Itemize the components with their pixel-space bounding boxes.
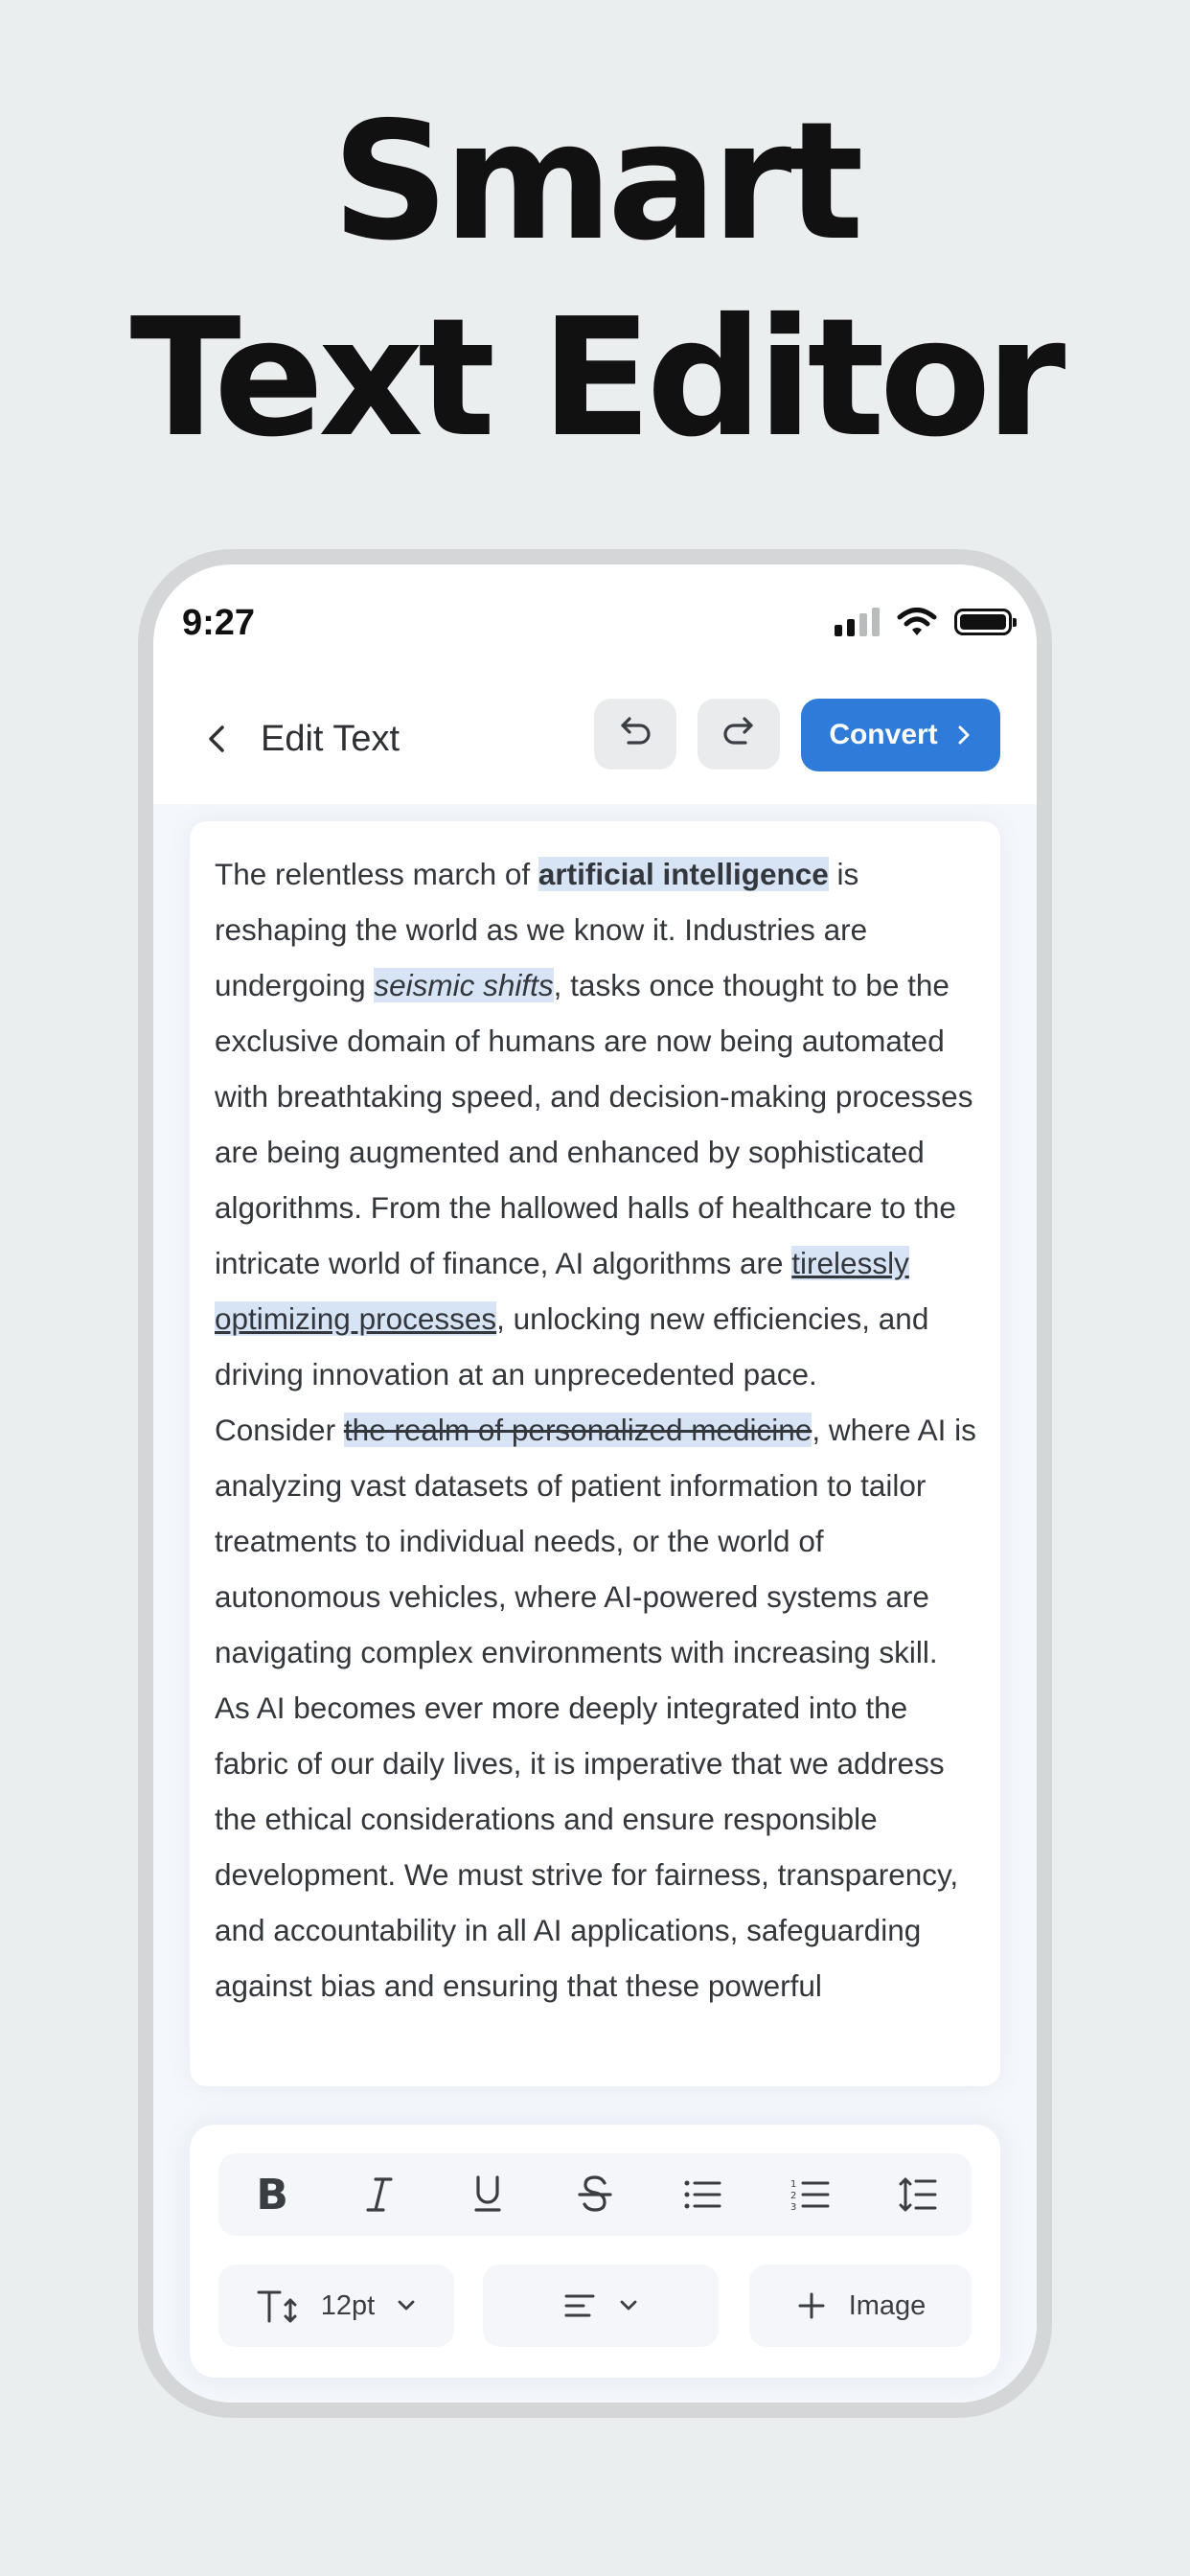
plus-icon xyxy=(795,2289,828,2322)
text-run: , tasks once thought to be the exclusive domain of humans are now being automated with breathtaking speed, and decision-making processes are being augmented and enhanced by sophisticated algorithms. From the hallowed halls of healthcare to the intricate world of finance, AI algorithms are xyxy=(215,968,973,1280)
convert-button[interactable] xyxy=(801,699,1000,771)
text-run: Consider xyxy=(215,1413,344,1447)
back-button[interactable] xyxy=(197,718,240,760)
text-run: The relentless march of xyxy=(215,857,538,891)
convert-button-label: Convert xyxy=(829,719,938,750)
insert-image-button[interactable] xyxy=(749,2265,972,2347)
cellular-signal-icon xyxy=(835,608,880,636)
italic-icon xyxy=(360,2174,399,2216)
bold-highlight[interactable]: artificial intelligence xyxy=(538,857,829,891)
strikethrough-icon xyxy=(576,2174,614,2216)
screen-title: Edit Text xyxy=(261,719,400,759)
redo-icon xyxy=(719,714,759,754)
underline-button[interactable] xyxy=(453,2160,522,2229)
align-left-icon xyxy=(562,2290,597,2321)
battery-icon xyxy=(954,609,1012,635)
status-icons xyxy=(835,607,1012,637)
chevron-right-icon xyxy=(955,723,973,748)
text-run: is reshaping the world as we know it. Industries are undergoing xyxy=(215,857,868,1002)
undo-button[interactable] xyxy=(594,699,676,770)
bullet-list-icon xyxy=(681,2175,723,2214)
font-size-value: 12pt xyxy=(320,2289,376,2321)
paragraph-2 xyxy=(215,1402,977,2013)
svg-text:2: 2 xyxy=(790,2191,796,2201)
text-run: , where AI is analyzing vast datasets of patient information to tailor treatments to individual needs, or the world of autonomous vehicles, where AI-powered systems are navigating complex environments with increasing skill. As AI becomes ever more deeply integrated into the fabric of our daily lives, it is imperative that we address the ethical considerations and ensure responsible development. We must strive for fairness, transparency, and accountability in all AI applications, safeguarding against bias and ensuring that these powerful xyxy=(215,1413,976,2003)
svg-text:3: 3 xyxy=(790,2202,796,2213)
status-time: 9:27 xyxy=(182,603,256,643)
line-spacing-icon xyxy=(897,2175,939,2214)
insert-image-label: Image xyxy=(848,2289,927,2321)
strikethrough-highlight[interactable]: the realm of personalized medicine xyxy=(343,1413,812,1447)
italic-button[interactable] xyxy=(345,2160,414,2229)
text-size-icon xyxy=(256,2287,300,2325)
format-buttons-row xyxy=(218,2153,972,2236)
chevron-down-icon xyxy=(618,2299,639,2312)
underline-highlight[interactable]: tirelessly optimizing processes xyxy=(215,1246,909,1336)
status-bar xyxy=(153,564,1037,660)
editor-content[interactable] xyxy=(190,821,1000,2013)
phone-frame xyxy=(138,549,1052,2418)
redo-button[interactable] xyxy=(698,699,780,770)
chevron-down-icon xyxy=(396,2299,417,2312)
headline xyxy=(0,84,1190,477)
text-editor[interactable] xyxy=(190,821,1000,2086)
wifi-icon xyxy=(897,607,937,637)
numbered-list-icon xyxy=(790,2175,832,2214)
numbered-list-button[interactable] xyxy=(776,2160,845,2229)
strikethrough-button[interactable] xyxy=(561,2160,629,2229)
formatting-toolbar xyxy=(190,2125,1000,2378)
paragraph-1 xyxy=(215,846,977,1402)
chevron-left-icon xyxy=(197,718,240,760)
svg-text:1: 1 xyxy=(790,2179,796,2190)
font-size-dropdown[interactable] xyxy=(218,2265,454,2347)
italic-highlight[interactable]: seismic shifts xyxy=(374,968,554,1002)
app-header xyxy=(153,689,1037,794)
text-run: , unlocking new efficiencies, and driving innovation at an unprecedented pace. xyxy=(215,1301,929,1392)
bold-button[interactable] xyxy=(238,2160,307,2229)
undo-icon xyxy=(615,714,655,754)
headline-line-2: Text Editor xyxy=(129,284,1061,473)
bold-icon: B xyxy=(256,2170,288,2220)
bullet-list-button[interactable] xyxy=(668,2160,737,2229)
underline-icon xyxy=(469,2174,507,2216)
line-spacing-button[interactable] xyxy=(883,2160,952,2229)
headline-line-1: Smart xyxy=(332,87,858,277)
text-align-dropdown[interactable] xyxy=(483,2265,719,2347)
